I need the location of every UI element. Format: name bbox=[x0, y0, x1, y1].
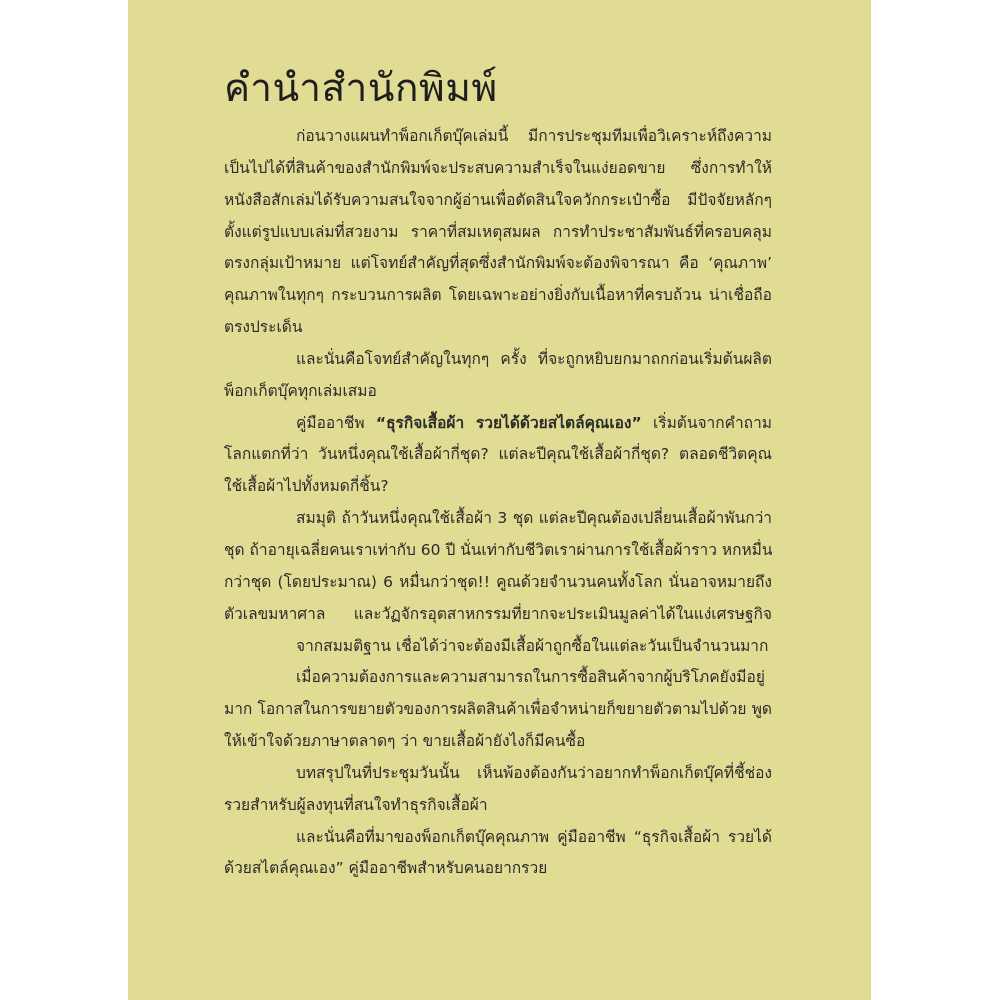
text-line: และนั่นคือที่มาของพ็อกเก็ตบุ๊คคุณภาพ คู่มืออาชีพ “ธุรกิจเสื้อผ้า รวยได้ bbox=[296, 827, 772, 846]
text-line: ตรงประเด็น bbox=[224, 318, 303, 337]
text-line: ชุด ถ้าอายุเฉลี่ยคนเราเท่ากับ 60 ปี นั่นเท่ากับชีวิตเราผ่านการใช้เสื้อผ้าราว หกหมื่น bbox=[224, 540, 772, 559]
text-line: และนั่นคือโจทย์สำคัญในทุกๆ ครั้ง ที่จะถูกหยิบยกมาถกก่อนเริ่มต้นผลิต bbox=[296, 349, 772, 368]
preface-body bbox=[224, 121, 772, 885]
page-title: คำนำสำนักพิมพ์ bbox=[224, 66, 498, 111]
text-line: ให้เข้าใจด้วยภาษาตลาดๆ ว่า ขายเสื้อผ้ายังไงก็มีคนซื้อ bbox=[224, 732, 586, 751]
text-line: พ็อกเก็ตบุ๊คทุกเล่มเสมอ bbox=[224, 381, 377, 400]
text-line: กว่าชุด (โดยประมาณ) 6 หมื่นกว่าชุด!! คูณด้วยจำนวนคนทั้งโลก นั่นอาจหมายถึง bbox=[224, 572, 772, 591]
text-line-with-book-title bbox=[224, 408, 772, 440]
text-line: ตั้งแต่รูปแบบเล่มที่สวยงาม ราคาที่สมเหตุสมผล การทำประชาสัมพันธ์ที่ครอบคลุม bbox=[224, 222, 772, 241]
text-line: ใช้เสื้อผ้าไปทั้งหมดกี่ชิ้น? bbox=[224, 477, 389, 496]
text-line: คุณภาพในทุกๆ กระบวนการผลิต โดยเฉพาะอย่างยิ่งกับเนื้อหาที่ครบถ้วน น่าเชื่อถือ bbox=[224, 286, 772, 305]
text-line: มาก โอกาสในการขยายตัวของการผลิตสินค้าเพื่อจำหน่ายก็ขยายตัวตามไปด้วย พูด bbox=[224, 700, 772, 719]
text-line: รวยสำหรับผู้ลงทุนที่สนใจทำธุรกิจเสื้อผ้า bbox=[224, 795, 488, 814]
text-line: โลกแตกที่ว่า วันหนึ่งคุณใช้เสื้อผ้ากี่ชุด? แต่ละปีคุณใช้เสื้อผ้ากี่ชุด? ตลอดชีวิตคุณ bbox=[224, 445, 772, 464]
text-line: เป็นไปได้ที่สินค้าของสำนักพิมพ์จะประสบความสำเร็จในแง่ยอดขาย ซึ่งการทำให้ bbox=[224, 158, 772, 177]
text-line: เมื่อความต้องการและความสามารถในการซื้อสินค้าจากผู้บริโภคยังมีอยู่ bbox=[296, 668, 765, 687]
book-page bbox=[128, 0, 871, 1000]
book-title-bold: “ธุรกิจเสื้อผ้า รวยได้ด้วยสไตล์คุณเอง” bbox=[375, 413, 642, 432]
text-fragment: คู่มืออาชีพ bbox=[296, 413, 376, 432]
text-line: หนังสือสักเล่มได้รับความสนใจจากผู้อ่านเพื่อตัดสินใจควักกระเป๋าซื้อ มีปัจจัยหลักๆ bbox=[224, 190, 772, 209]
text-line: ก่อนวางแผนทำพ็อกเก็ตบุ๊คเล่มนี้ มีการประชุมทีมเพื่อวิเคราะห์ถึงความ bbox=[296, 127, 772, 145]
text-line: ตัวเลขมหาศาล และวัฏจักรอุตสาหกรรมที่ยากจะประเมินมูลค่าได้ในแง่เศรษฐกิจ bbox=[224, 604, 772, 623]
text-line: จากสมมติฐาน เชื่อได้ว่าจะต้องมีเสื้อผ้าถูกซื้อในแต่ละวันเป็นจำนวนมาก bbox=[296, 636, 769, 655]
text-fragment: เริ่มต้นจากคำถาม bbox=[641, 413, 772, 432]
text-line: ตรงกลุ่มเป้าหมาย แต่โจทย์สำคัญที่สุดซึ่งสำนักพิมพ์จะต้องพิจารณา คือ ‘คุณภาพ’ bbox=[224, 254, 772, 273]
text-line: ด้วยสไตล์คุณเอง” คู่มืออาชีพสำหรับคนอยากรวย bbox=[224, 859, 548, 878]
text-line: บทสรุปในที่ประชุมวันนั้น เห็นพ้องต้องกันว่าอยากทำพ็อกเก็ตบุ๊คที่ชี้ช่อง bbox=[296, 763, 772, 782]
text-line: สมมุติ ถ้าวันหนึ่งคุณใช้เสื้อผ้า 3 ชุด แต่ละปีคุณต้องเปลี่ยนเสื้อผ้าพันกว่า bbox=[296, 509, 772, 528]
